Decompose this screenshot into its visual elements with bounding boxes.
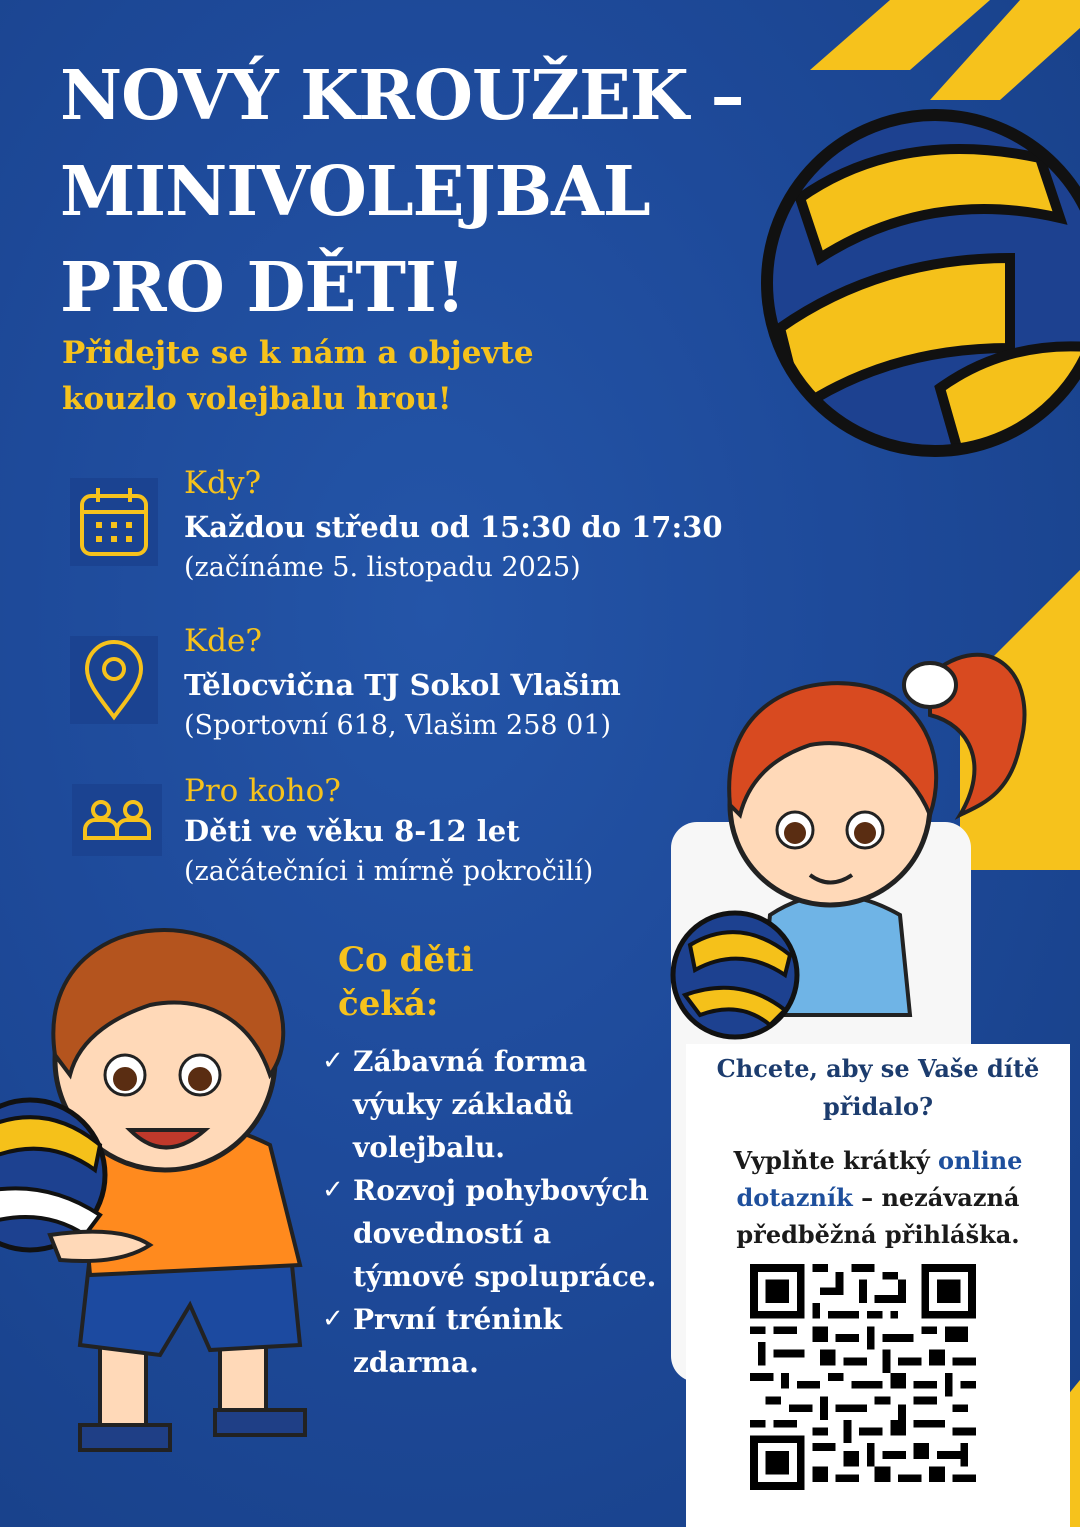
page-title [60, 48, 760, 336]
where-main: Tělocvična TJ Sokol Vlašim [184, 668, 621, 702]
signup-text-line-3: předběžná přihláška. [736, 1220, 1020, 1249]
who-sub: (začátečníci i mírně pokročilí) [184, 856, 594, 887]
location-pin-icon [70, 636, 158, 724]
checkmark-icon: ✓ [322, 1046, 344, 1076]
list-item-line: dovedností a [353, 1217, 552, 1250]
signup-text-prefix: Vyplňte krátký [733, 1146, 939, 1175]
signup-box [686, 1044, 1070, 1527]
list-item [322, 1298, 662, 1384]
subtitle [62, 330, 622, 422]
expect-title [338, 938, 538, 1026]
expect-list [322, 1040, 662, 1384]
title-line-3: PRO DĚTI! [60, 248, 465, 328]
online-link[interactable]: online [938, 1146, 1023, 1175]
when-sub: (začínáme 5. listopadu 2025) [184, 552, 581, 583]
list-item-line: týmové spolupráce. [353, 1260, 657, 1293]
subtitle-line-1: Přidejte se k nám a objevte [62, 335, 534, 371]
when-main: Každou středu od 15:30 do 17:30 [184, 510, 723, 544]
signup-text [686, 1142, 1070, 1253]
calendar-icon [70, 478, 158, 566]
corner-stripes-decoration [800, 0, 1080, 100]
list-item-line: První trénink [353, 1303, 563, 1336]
expect-title-line-1: Co děti [338, 940, 474, 980]
list-item [322, 1040, 662, 1169]
signup-question [686, 1050, 1070, 1126]
subtitle-line-2: kouzlo volejbalu hrou! [62, 381, 452, 417]
expect-title-line-2: čeká: [338, 984, 439, 1024]
when-heading: Kdy? [184, 465, 262, 501]
title-line-1: NOVÝ KROUŽEK – [60, 56, 744, 136]
list-item-line: Rozvoj pohybových [353, 1174, 649, 1207]
list-item-line: Zábavná forma [353, 1045, 588, 1078]
signup-text-suffix: – nezávazná [852, 1183, 1020, 1212]
when-block [184, 464, 744, 588]
list-item-line: volejbalu. [353, 1131, 505, 1164]
checkmark-icon: ✓ [322, 1304, 344, 1334]
signup-question-line-2: přidalo? [822, 1092, 934, 1121]
questionnaire-link[interactable]: dotazník [736, 1183, 853, 1212]
girl-player-illustration [660, 615, 1060, 1045]
list-item-line: výuky základů [353, 1088, 574, 1121]
list-item [322, 1169, 662, 1298]
people-icon [72, 784, 162, 856]
list-item-line: zdarma. [353, 1346, 479, 1379]
qr-code[interactable] [750, 1264, 976, 1490]
who-heading: Pro koho? [184, 773, 341, 809]
volleyball-illustration [760, 108, 1080, 478]
who-main: Děti ve věku 8-12 let [184, 814, 520, 848]
checkmark-icon: ✓ [322, 1175, 344, 1205]
boy-player-illustration [0, 895, 340, 1465]
where-sub: (Sportovní 618, Vlašim 258 01) [184, 710, 612, 741]
where-heading: Kde? [184, 623, 262, 659]
signup-question-line-1: Chcete, aby se Vaše dítě [716, 1054, 1040, 1083]
title-line-2: MINIVOLEJBAL [60, 152, 650, 232]
